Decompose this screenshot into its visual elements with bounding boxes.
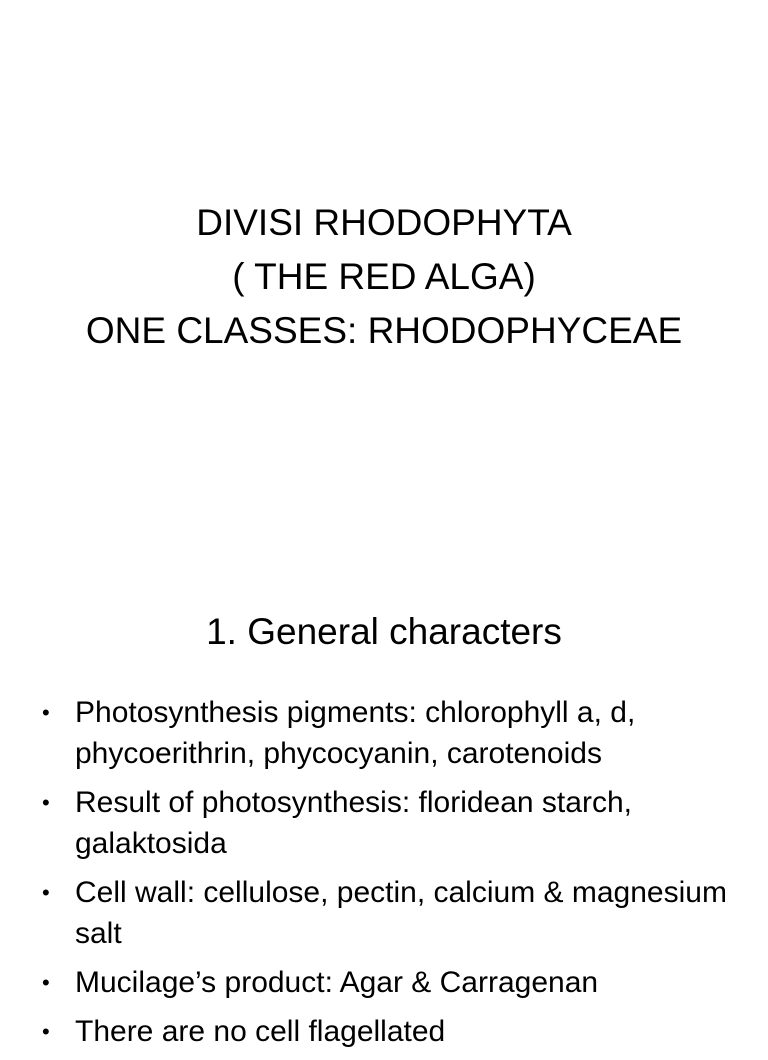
section-heading: 1. General characters — [206, 611, 562, 652]
list-item — [42, 962, 742, 1003]
bullet-text: Photosynthesis pigments: chlorophyll a, d, phycoerithrin, phycocyanin, carotenoids — [75, 696, 636, 770]
bullet-text: Result of photosynthesis: floridean starch, galaktosida — [75, 786, 632, 860]
bullet-text: There are no cell flagellated — [75, 1015, 446, 1048]
title-line-division: DIVISI RHODOPHYTA — [196, 202, 572, 243]
title-line-class: ONE CLASSES: RHODOPHYCEAE — [85, 310, 683, 351]
bullet-icon: • — [42, 700, 50, 725]
list-item — [42, 782, 742, 864]
list-item — [42, 1011, 742, 1052]
bullet-icon: • — [42, 1019, 50, 1044]
characters-bullet-list — [42, 692, 742, 1060]
list-item — [42, 692, 742, 774]
content-slide — [0, 576, 768, 1048]
title-line-common-name: ( THE RED ALGA) — [232, 256, 536, 297]
slide-title — [0, 196, 768, 358]
list-item — [42, 872, 742, 954]
bullet-icon: • — [42, 790, 50, 815]
bullet-icon: • — [42, 970, 50, 995]
bullet-text: Cell wall: cellulose, pectin, calcium & magnesium salt — [75, 876, 727, 950]
bullet-text: Mucilage’s product: Agar & Carragenan — [75, 966, 599, 999]
bullet-icon: • — [42, 880, 50, 905]
